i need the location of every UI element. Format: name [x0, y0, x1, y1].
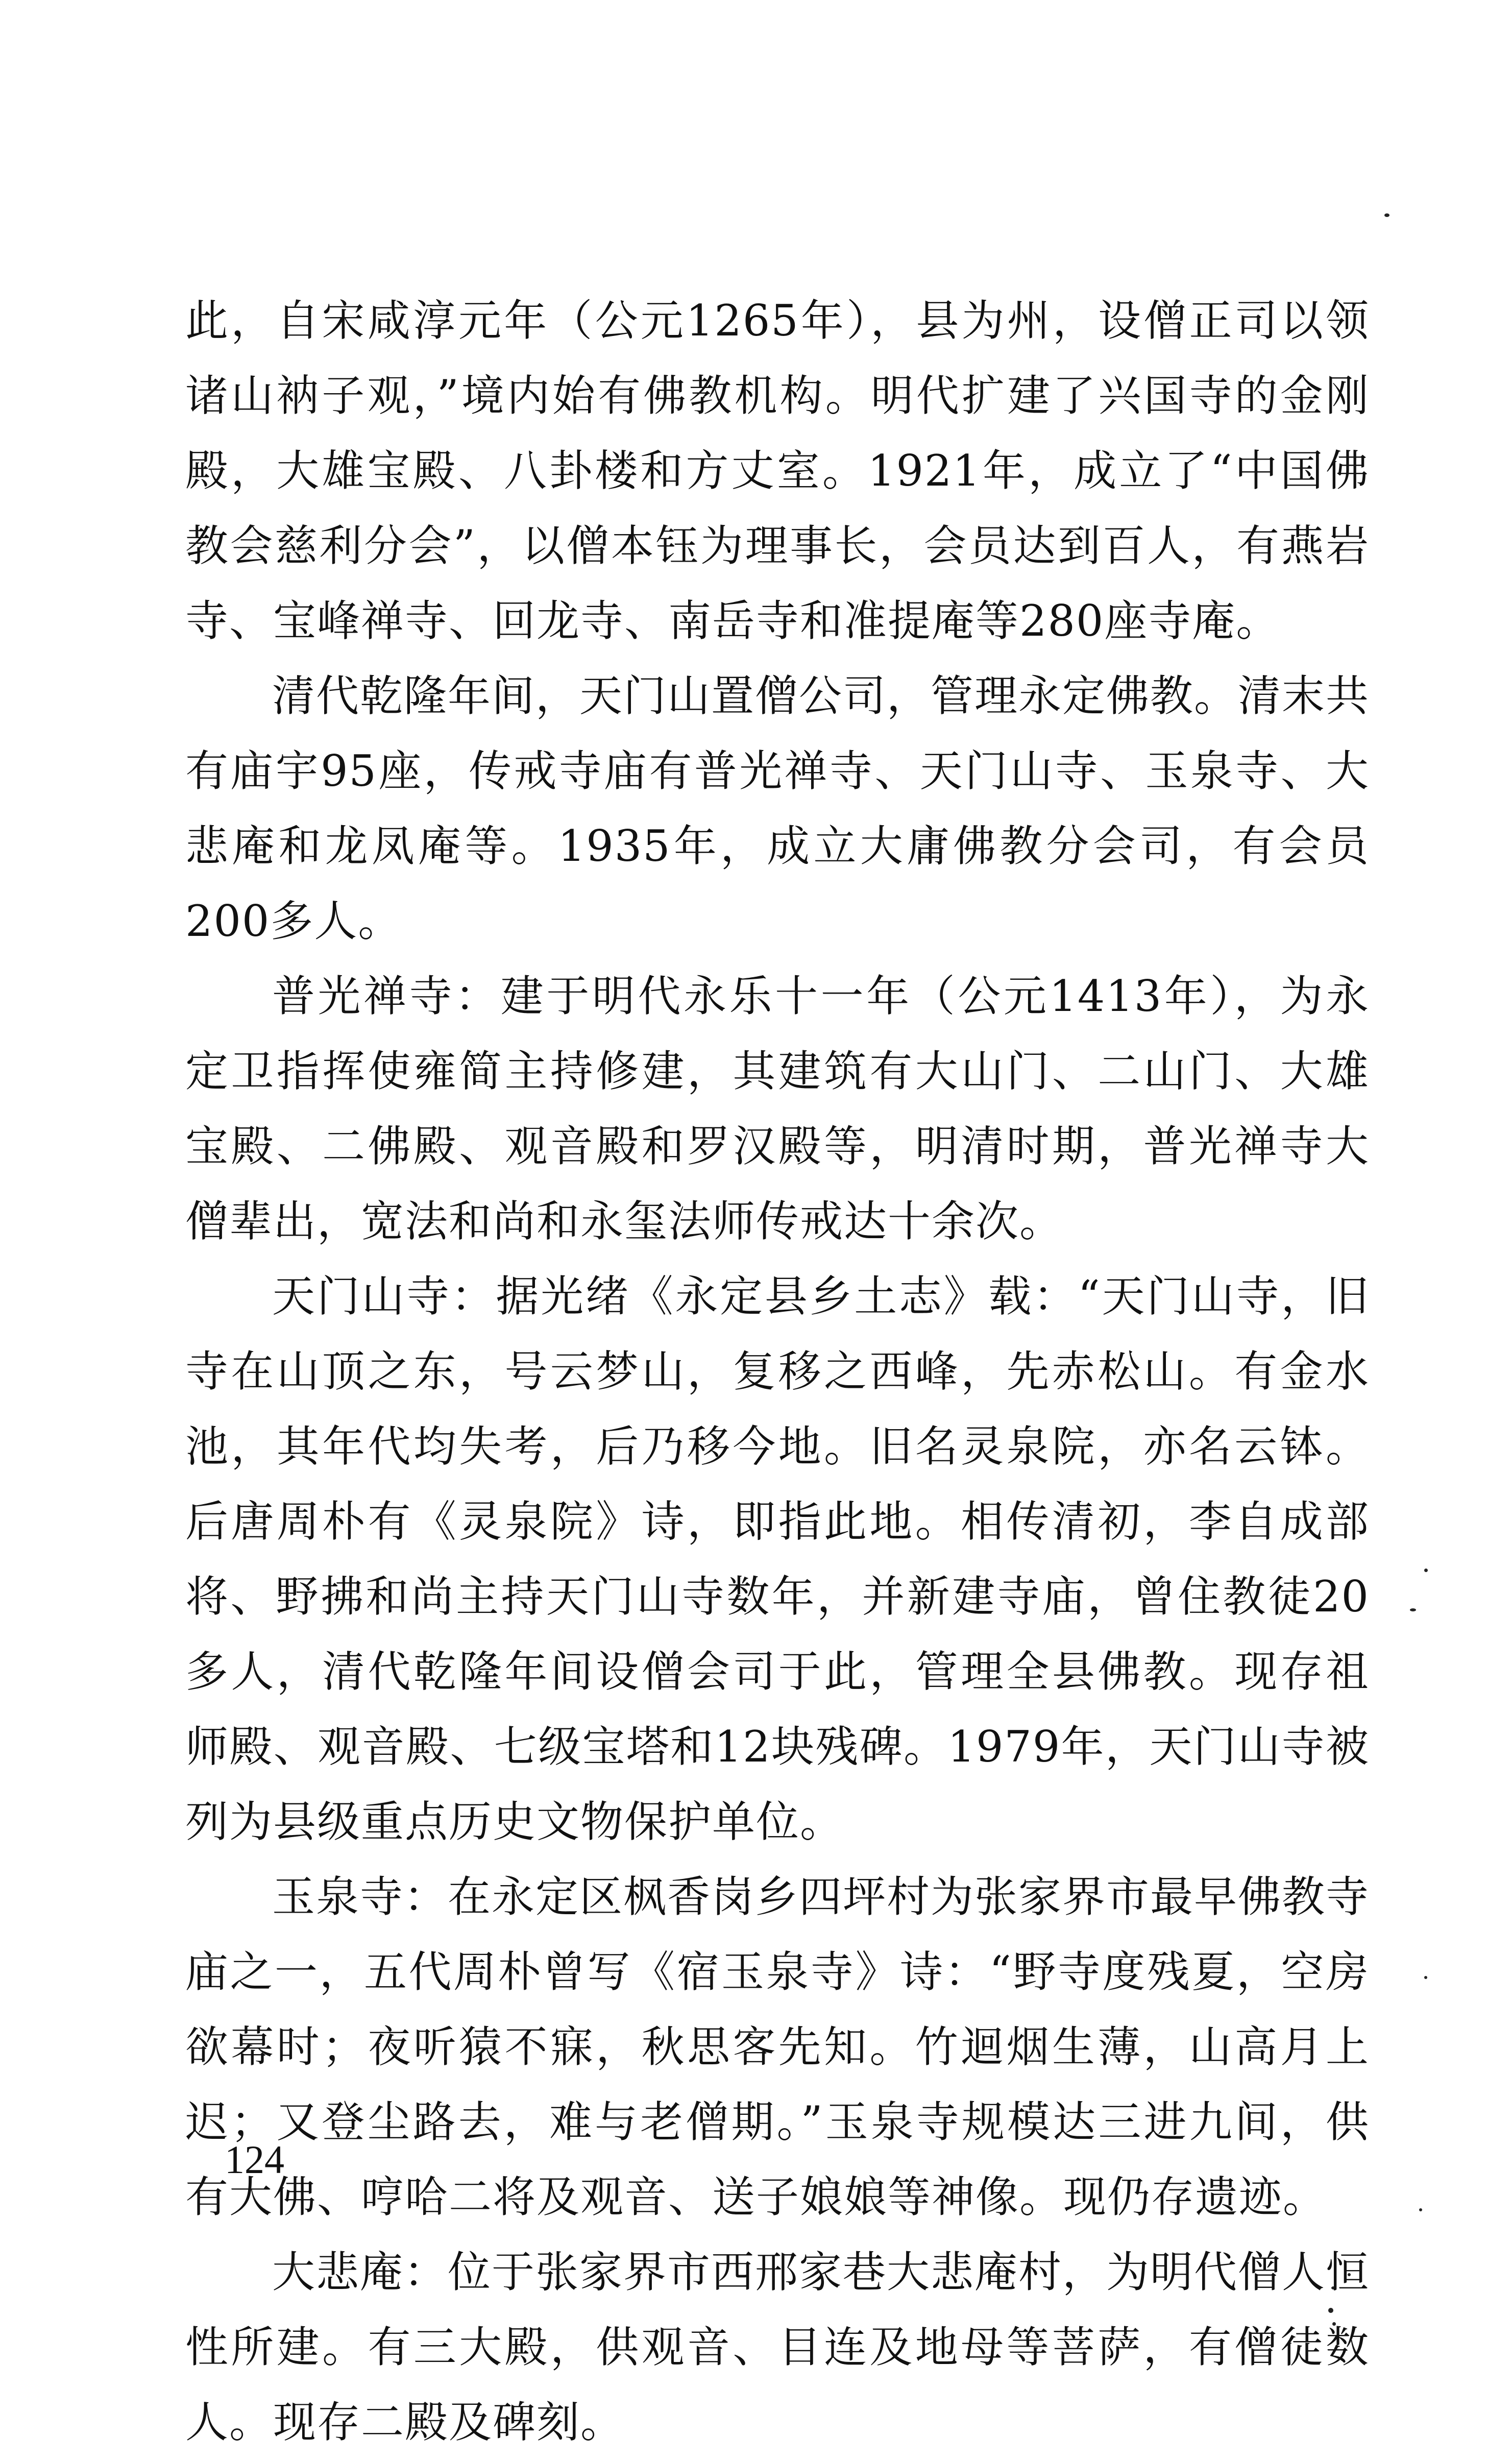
- scan-speck: [1384, 213, 1389, 217]
- page-number: 124: [225, 2137, 284, 2182]
- body-text: [185, 283, 1370, 2460]
- paragraph-qing-dynasty: 清代乾隆年间，天门山置僧公司，管理永定佛教。清末共有庙宇95座，传戒寺庙有普光禅寺、天门山寺、玉泉寺、大悲庵和龙凤庵等。1935年，成立大庸佛教分会司，有会员200多人。: [185, 671, 1370, 946]
- scan-speck: [1424, 1569, 1428, 1572]
- paragraph-tianmenshan-temple: 天门山寺：据光绪《永定县乡土志》载：“天门山寺，旧寺在山顶之东，号云梦山，复移之西峰，先赤松山。有金水池，其年代均失考，后乃移今地。旧名灵泉院，亦名云钵。后唐周朴有《灵泉院》诗，即指此地。相传清初，李自成部将、野拂和尚主持天门山寺数年，并新建寺庙，曾住教徒20多人，清代乾隆年间设僧会司于此，管理全县佛教。现存祖师殿、观音殿、七级宝塔和12块残碑。1979年，天门山寺被列为县级重点历史文物保护单位。: [185, 1271, 1370, 1847]
- scan-speck: [1410, 1608, 1416, 1611]
- paragraph-dabei-nunnery: 大悲庵：位于张家界市西邢家巷大悲庵村，为明代僧人恒性所建。有三大殿，供观音、目连及地母等菩萨，有僧徒数人。现存二殿及碑刻。: [185, 2247, 1370, 2447]
- paragraph-puguang-temple: 普光禅寺：建于明代永乐十一年（公元1413年），为永定卫指挥使雍简主持修建，其建筑有大山门、二山门、大雄宝殿、二佛殿、观音殿和罗汉殿等，明清时期，普光禅寺大僧辈出，宽法和尚和永玺法师传戒达十余次。: [185, 971, 1370, 1246]
- scan-speck: [1424, 1976, 1427, 1979]
- paragraph-yuquan-temple: 玉泉寺：在永定区枫香岗乡四坪村为张家界市最早佛教寺庙之一，五代周朴曾写《宿玉泉寺》诗：“野寺度残夏，空房欲幕时；夜听猿不寐，秋思客先知。竹迴烟生薄，山高月上迟；又登尘路去，难与老僧期。”玉泉寺规模达三进九间，供有大佛、哼哈二将及观音、送子娘娘等神像。现仍存遗迹。: [185, 1872, 1370, 2222]
- paragraph-continuation: 此，自宋咸淳元年（公元1265年），县为州，设僧正司以领诸山衲子观，”境内始有佛教机构。明代扩建了兴国寺的金刚殿，大雄宝殿、八卦楼和方丈室。1921年，成立了“中国佛教会慈利分会”，以僧本钰为理事长，会员达到百人，有燕岩寺、宝峰禅寺、回龙寺、南岳寺和准提庵等280座寺庵。: [185, 296, 1370, 646]
- scan-speck: [1419, 2208, 1422, 2211]
